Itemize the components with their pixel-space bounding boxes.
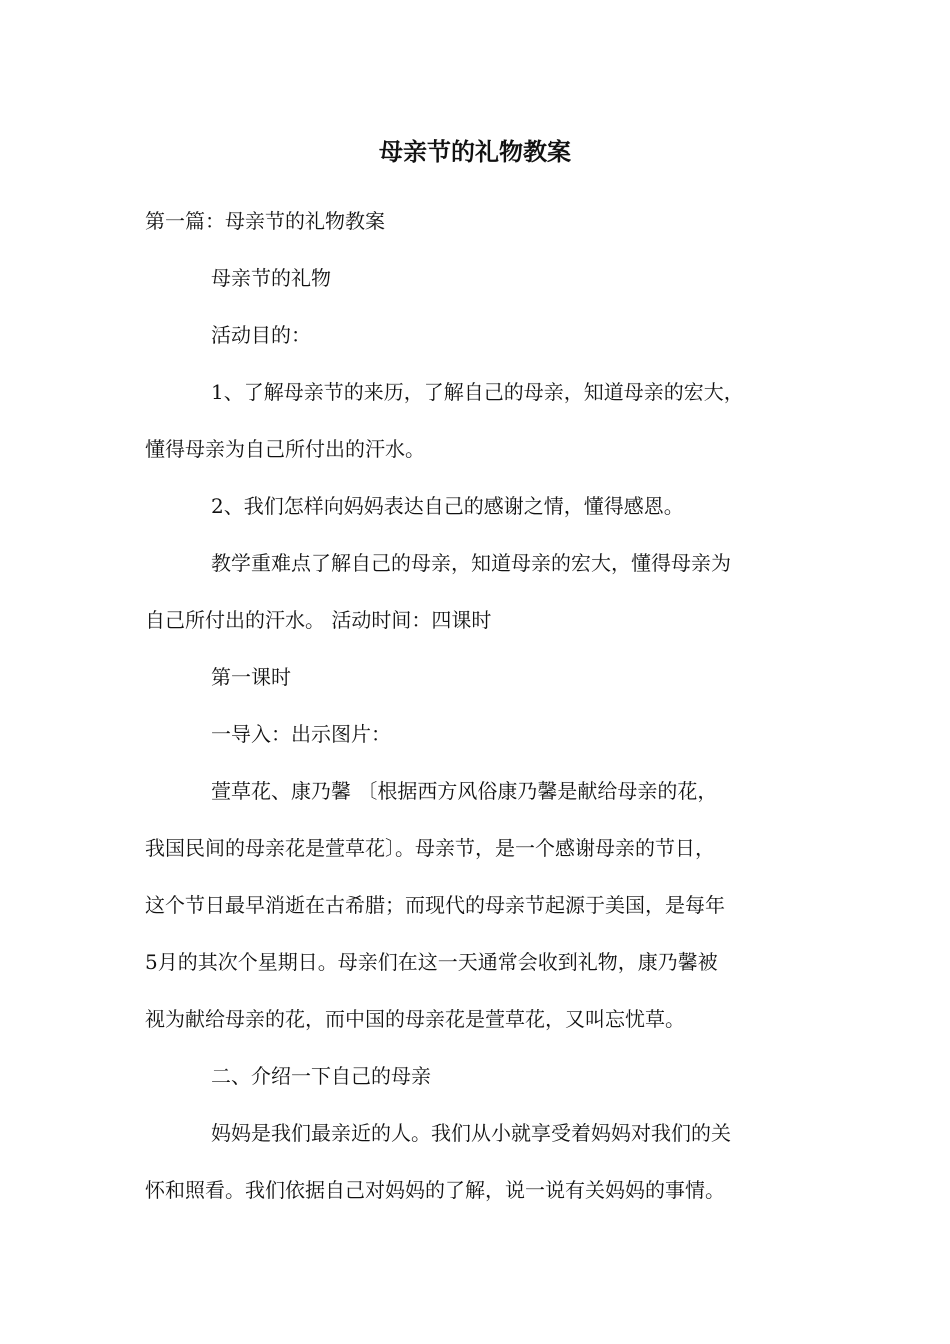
- text-line: 这个节日最早消逝在古希腊；而现代的母亲节起源于美国，是每年: [145, 893, 725, 917]
- text-line: 懂得母亲为自己所付出的汗水。: [145, 437, 425, 461]
- text-line: 一导入：出示图片：: [211, 722, 391, 746]
- text-line: 母亲节的礼物: [211, 266, 331, 290]
- text-line: 1、了解母亲节的来历，了解自己的母亲，知道母亲的宏大，: [211, 380, 744, 404]
- document-title: 母亲节的礼物教案: [379, 137, 571, 166]
- text-line: 我国民间的母亲花是萱草花〕。母亲节，是一个感谢母亲的节日，: [145, 836, 715, 860]
- text-line: 自己所付出的汗水。 活动时间：四课时: [145, 608, 492, 632]
- text-line: 活动目的：: [211, 323, 311, 347]
- text-line: 二、介绍一下自己的母亲: [211, 1064, 431, 1088]
- text-line: 第一课时: [211, 665, 291, 689]
- text-line: 5月的其次个星期日。母亲们在这一天通常会收到礼物，康乃馨被: [145, 950, 718, 974]
- text-line: 第一篇：母亲节的礼物教案: [145, 209, 385, 233]
- text-line: 教学重难点了解自己的母亲，知道母亲的宏大，懂得母亲为: [211, 551, 731, 575]
- text-line: 妈妈是我们最亲近的人。我们从小就享受着妈妈对我们的关: [211, 1121, 731, 1145]
- text-line: 2、我们怎样向妈妈表达自己的感谢之情，懂得感恩。: [211, 494, 684, 518]
- text-line: 视为献给母亲的花，而中国的母亲花是萱草花，又叫忘忧草。: [145, 1007, 685, 1031]
- text-line: 萱草花、康乃馨 〔根据西方风俗康乃馨是献给母亲的花，: [211, 779, 718, 803]
- text-line: 怀和照看。我们依据自己对妈妈的了解，说一说有关妈妈的事情。: [145, 1178, 725, 1202]
